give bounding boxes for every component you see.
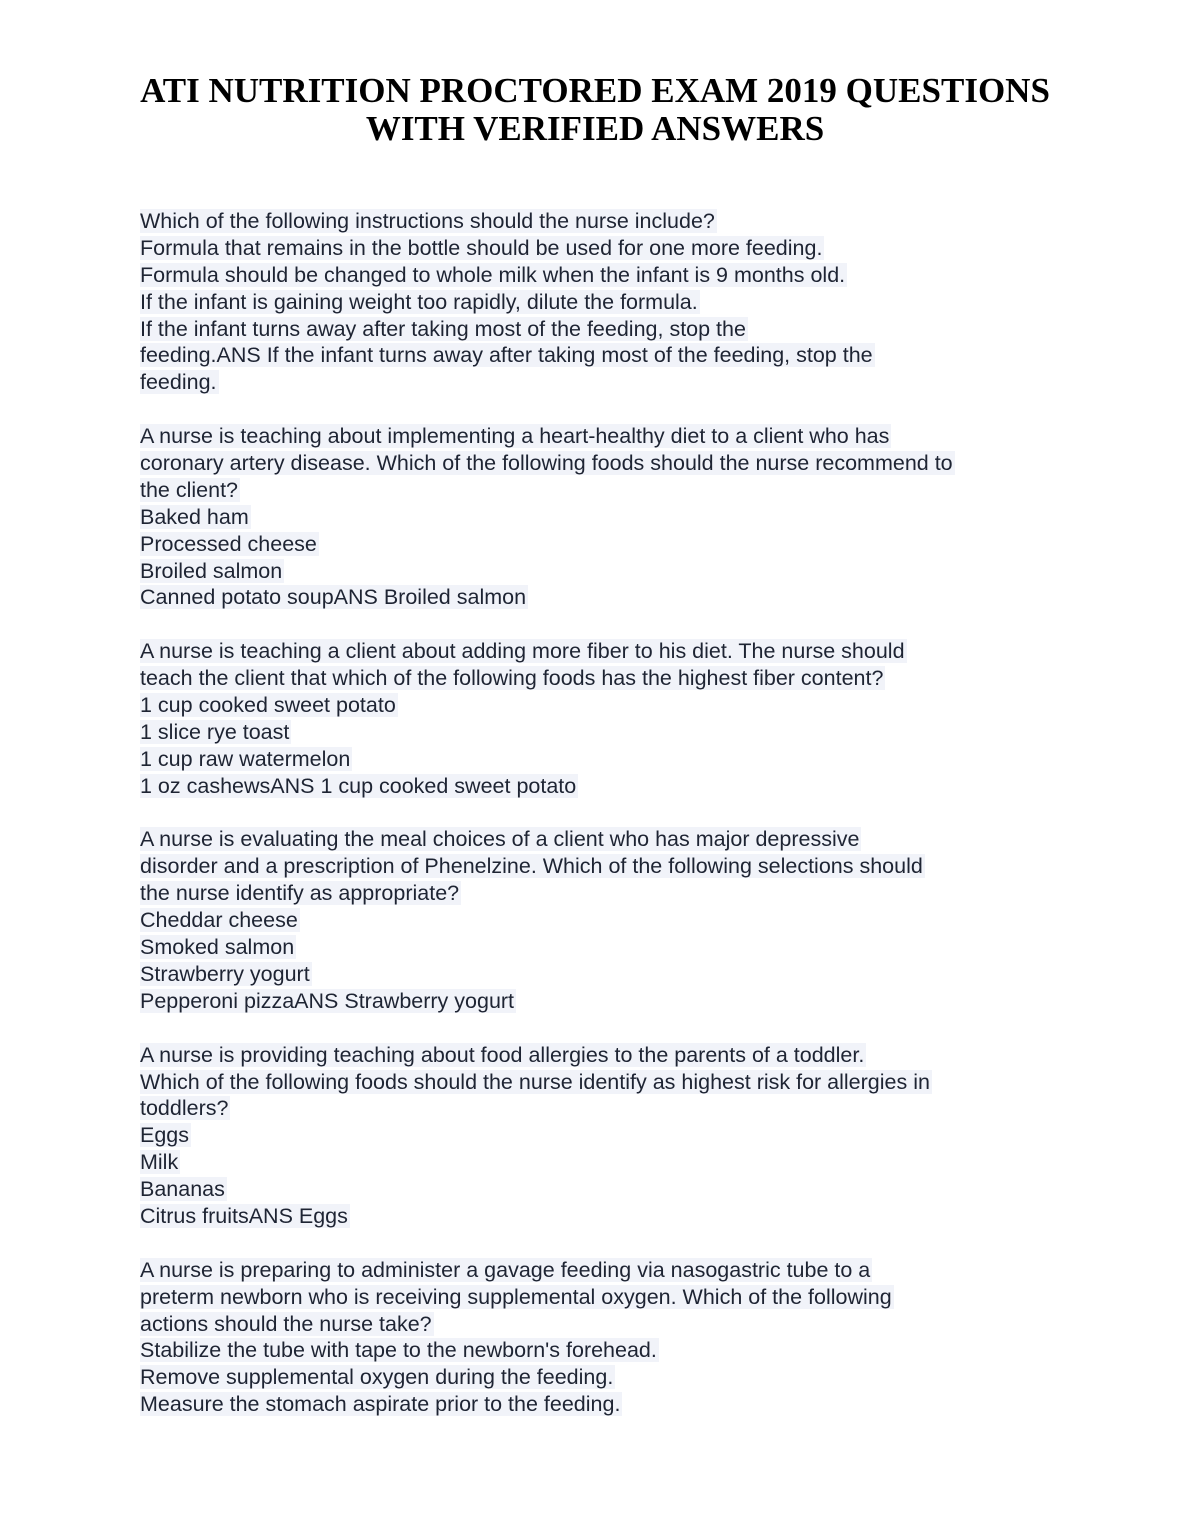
text-line: Smoked salmon [140,935,295,960]
text-line: Pepperoni pizzaANS Strawberry yogurt [140,988,515,1013]
text-line: the nurse identify as appropriate? [140,881,460,906]
text-line: 1 slice rye toast [140,719,290,744]
text-line: actions should the nurse take? [140,1311,432,1336]
text-line: Stabilize the tube with tape to the newborn's forehead. [140,1338,657,1363]
text-line: disorder and a prescription of Phenelzine. Which of the following selections should [140,854,923,879]
text-line: 1 cup cooked sweet potato [140,693,396,718]
text-line: A nurse is teaching a client about adding more fiber to his diet. The nurse should [140,639,905,664]
text-line: Milk [140,1150,179,1175]
text-line: Remove supplemental oxygen during the feeding. [140,1365,614,1390]
text-line: Formula should be changed to whole milk when the infant is 9 months old. [140,262,846,287]
text-line: Canned potato soupANS Broiled salmon [140,585,527,610]
title-line: WITH VERIFIED ANSWERS [365,109,825,148]
text-line: If the infant turns away after taking most of the feeding, stop the [140,316,746,341]
question-block [140,1257,1070,1418]
text-line: the client? [140,477,239,502]
text-line: Cheddar cheese [140,908,298,933]
text-line: A nurse is evaluating the meal choices of a client who has major depressive [140,827,860,852]
text-line: teach the client that which of the following foods has the highest fiber content? [140,666,884,691]
text-line: A nurse is teaching about implementing a heart-healthy diet to a client who has [140,424,890,449]
text-line: Which of the following instructions should the nurse include? [140,209,715,233]
text-line: Eggs [140,1123,190,1148]
text-line: feeding.ANS If the infant turns away after taking most of the feeding, stop the [140,343,873,368]
text-line: toddlers? [140,1096,229,1121]
text-line: Processed cheese [140,531,317,556]
text-line: preterm newborn who is receiving supplemental oxygen. Which of the following [140,1284,892,1309]
question-block [140,1042,1070,1230]
text-line: If the infant is gaining weight too rapidly, dilute the formula. [140,289,698,314]
title-line: ATI NUTRITION PROCTORED EXAM 2019 QUESTIONS [140,71,1050,110]
text-line: Broiled salmon [140,558,283,583]
text-line: A nurse is preparing to administer a gavage feeding via nasogastric tube to a [140,1257,871,1282]
question-list [140,208,1070,1445]
text-line: Which of the following foods should the nurse identify as highest risk for allergies in [140,1069,930,1094]
text-line: 1 cup raw watermelon [140,746,351,771]
document-title [60,72,1130,148]
text-line: Measure the stomach aspirate prior to the feeding. [140,1392,621,1417]
text-line: Formula that remains in the bottle should be used for one more feeding. [140,235,823,260]
question-block [140,208,1070,396]
text-line: coronary artery disease. Which of the following foods should the nurse recommend to [140,451,953,476]
text-line: 1 oz cashewsANS 1 cup cooked sweet potato [140,773,577,798]
question-block [140,423,1070,611]
text-line: Citrus fruitsANS Eggs [140,1203,348,1228]
text-line: Bananas [140,1177,225,1202]
text-line: feeding. [140,370,217,395]
text-line: A nurse is providing teaching about food allergies to the parents of a toddler. [140,1042,865,1067]
question-block [140,638,1070,799]
text-line: Strawberry yogurt [140,961,310,986]
text-line: Baked ham [140,504,249,529]
question-block [140,826,1070,1014]
